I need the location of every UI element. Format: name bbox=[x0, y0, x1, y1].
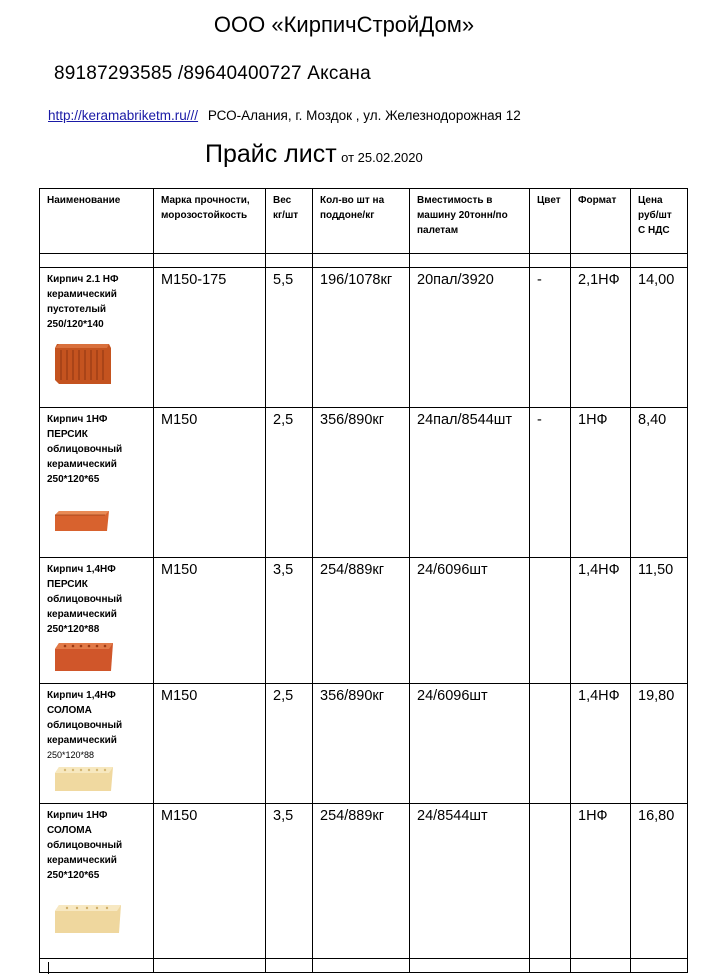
per-pallet-cell: 356/890кг bbox=[313, 408, 410, 558]
brick-image bbox=[51, 763, 117, 795]
website-link[interactable]: http://keramabriketm.ru/// bbox=[48, 108, 199, 123]
text-cursor bbox=[48, 962, 49, 974]
column-header: Вес кг/шт bbox=[266, 189, 313, 254]
capacity-cell: 24/6096шт bbox=[410, 684, 530, 804]
capacity-cell: 20пал/3920 bbox=[410, 268, 530, 408]
table-row bbox=[40, 268, 688, 408]
product-name bbox=[47, 688, 146, 763]
price-cell: 14,00 bbox=[631, 268, 688, 408]
product-cell bbox=[40, 804, 154, 959]
grade-cell: М150 bbox=[154, 558, 266, 684]
price-list-heading bbox=[205, 140, 423, 169]
column-header: Цвет bbox=[530, 189, 571, 254]
brick-image bbox=[51, 899, 125, 939]
weight-cell: 2,5 bbox=[266, 684, 313, 804]
product-name-text: Кирпич 1,4НФ СОЛОМА облицовочный керамический bbox=[47, 690, 123, 746]
column-header: Вместимость в машину 20тонн/по палетам bbox=[410, 189, 530, 254]
weight-cell: 3,5 bbox=[266, 804, 313, 959]
address-line bbox=[48, 108, 521, 123]
column-header: Цена руб/шт С НДС bbox=[631, 189, 688, 254]
price-table bbox=[39, 188, 688, 973]
contact-phones: 89187293585 /89640400727 Аксана bbox=[54, 63, 371, 84]
per-pallet-cell: 254/889кг bbox=[313, 558, 410, 684]
column-header: Формат bbox=[571, 189, 631, 254]
product-cell bbox=[40, 408, 154, 558]
table-spacer-row bbox=[40, 959, 688, 973]
product-cell bbox=[40, 558, 154, 684]
format-cell: 2,1НФ bbox=[571, 268, 631, 408]
table-header-row bbox=[40, 189, 688, 254]
color-cell bbox=[530, 558, 571, 684]
brick-image bbox=[51, 639, 117, 675]
weight-cell: 3,5 bbox=[266, 558, 313, 684]
per-pallet-cell: 356/890кг bbox=[313, 684, 410, 804]
format-cell: 1,4НФ bbox=[571, 558, 631, 684]
grade-cell: М150 bbox=[154, 804, 266, 959]
capacity-cell: 24пал/8544шт bbox=[410, 408, 530, 558]
per-pallet-cell: 196/1078кг bbox=[313, 268, 410, 408]
column-header: Наименование bbox=[40, 189, 154, 254]
grade-cell: М150 bbox=[154, 684, 266, 804]
product-name: Кирпич 1НФ СОЛОМА облицовочный керамический 250*120*65 bbox=[47, 810, 123, 881]
format-cell: 1НФ bbox=[571, 408, 631, 558]
column-header: Кол-во шт на поддоне/кг bbox=[313, 189, 410, 254]
capacity-cell: 24/8544шт bbox=[410, 804, 530, 959]
table-row bbox=[40, 684, 688, 804]
column-header: Марка прочности, морозостойкость bbox=[154, 189, 266, 254]
company-name: ООО «КирпичСтройДом» bbox=[213, 12, 475, 37]
address: РСО-Алания, г. Моздок , ул. Железнодорожная 12 bbox=[207, 108, 521, 123]
product-cell bbox=[40, 268, 154, 408]
format-cell: 1НФ bbox=[571, 804, 631, 959]
color-cell: - bbox=[530, 408, 571, 558]
price-cell: 11,50 bbox=[631, 558, 688, 684]
table-row bbox=[40, 804, 688, 959]
table-row bbox=[40, 408, 688, 558]
table-row bbox=[40, 558, 688, 684]
price-cell: 16,80 bbox=[631, 804, 688, 959]
price-cell: 8,40 bbox=[631, 408, 688, 558]
table-spacer-row bbox=[40, 254, 688, 268]
per-pallet-cell: 254/889кг bbox=[313, 804, 410, 959]
product-name: Кирпич 1НФ ПЕРСИК облицовочный керамический 250*120*65 bbox=[47, 414, 123, 485]
grade-cell: М150 bbox=[154, 408, 266, 558]
product-cell bbox=[40, 684, 154, 804]
product-dims: 250*120*88 bbox=[47, 750, 95, 760]
color-cell bbox=[530, 684, 571, 804]
price-cell: 19,80 bbox=[631, 684, 688, 804]
price-list-date: от 25.02.2020 bbox=[341, 150, 423, 165]
price-list-title: Прайс лист bbox=[205, 140, 337, 168]
brick-image bbox=[51, 503, 113, 539]
capacity-cell: 24/6096шт bbox=[410, 558, 530, 684]
product-name: Кирпич 1,4НФ ПЕРСИК облицовочный керамический 250*120*88 bbox=[47, 564, 123, 635]
grade-cell: М150-175 bbox=[154, 268, 266, 408]
weight-cell: 2,5 bbox=[266, 408, 313, 558]
color-cell: - bbox=[530, 268, 571, 408]
weight-cell: 5,5 bbox=[266, 268, 313, 408]
brick-image bbox=[51, 340, 113, 388]
color-cell bbox=[530, 804, 571, 959]
product-name: Кирпич 2.1 НФ керамический пустотелый 250/120*140 bbox=[47, 274, 119, 330]
format-cell: 1,4НФ bbox=[571, 684, 631, 804]
